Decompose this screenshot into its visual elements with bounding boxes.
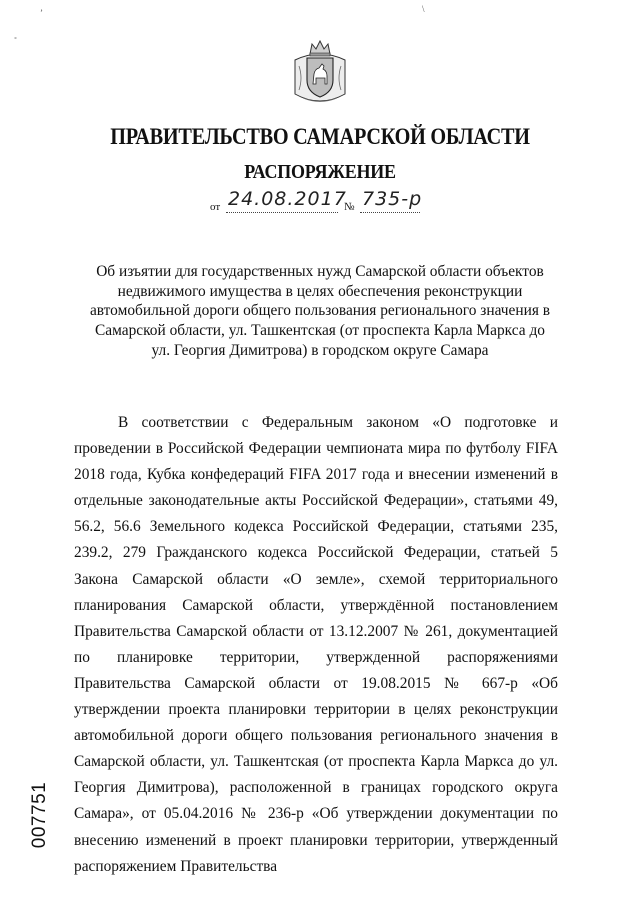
side-registration-number xyxy=(28,775,52,855)
document-body: В соответствии с Федеральным законом «О подготовке и проведении в Российской Федерации чемпионата мира по футболу FIFA 2018 года, Кубка конфедераций FIFA 2017 года и внесении изменений в отдельные законодательные акты Российской Федерации», статьями 49, 56.2, 56.6 Земельного кодекса Российской Федерации, статьями 235, 239.2, 279 Гражданского кодекса Российской Федерации, статьей 5 Закона Самарской области «О земле», схемой территориального планирования Самарской области, утверждённой постановлением Правительства Самарской области от 13.12.2007 № 261, документацией по планировке территории, утвержденной распоряжениями Правительства Самарской области от 19.08.2015 № 667-р «Об утверждении проекта планировки территории в целях реконструкции автомобильной дороги общего пользования регионального значения в Самарской области, ул. Ташкентская (от проспекта Карла Маркса до ул. Георгия Димитрова), расположенной в границах городского округа Самара», от 05.04.2016 № 236-р «Об утверждении документации по внесению изменений в проект планировки территории, утвержденный распоряжением Правительства xyxy=(74,414,558,875)
number-value: 735-р xyxy=(362,188,423,210)
organization-title: ПРАВИТЕЛЬСТВО САМАРСКОЙ ОБЛАСТИ xyxy=(110,124,530,149)
scan-mark: ʼ xyxy=(40,8,43,18)
scan-mark: \ xyxy=(422,4,425,14)
date-number-line xyxy=(210,188,470,218)
date-prefix: от xyxy=(210,201,221,213)
number-prefix: № xyxy=(344,201,355,213)
document-type: РАСПОРЯЖЕНИЕ xyxy=(244,161,396,183)
side-number-text: 007751 xyxy=(29,781,50,849)
number-underline xyxy=(360,212,420,213)
date-value: 24.08.2017 xyxy=(228,188,347,210)
date-underline xyxy=(226,212,338,213)
scan-mark: ˚ xyxy=(14,36,17,46)
coat-of-arms-icon xyxy=(291,38,349,108)
document-subject: Об изъятии для государственных нужд Самарской области объектов недвижимого имущества в целях обеспечения реконструкции автомобильной дороги общего пользования регионального значения в Самарской области, ул. Ташкентская (от проспекта Карла Маркса до ул. Георгия Димитрова) в городском округе Самара xyxy=(89,263,551,359)
